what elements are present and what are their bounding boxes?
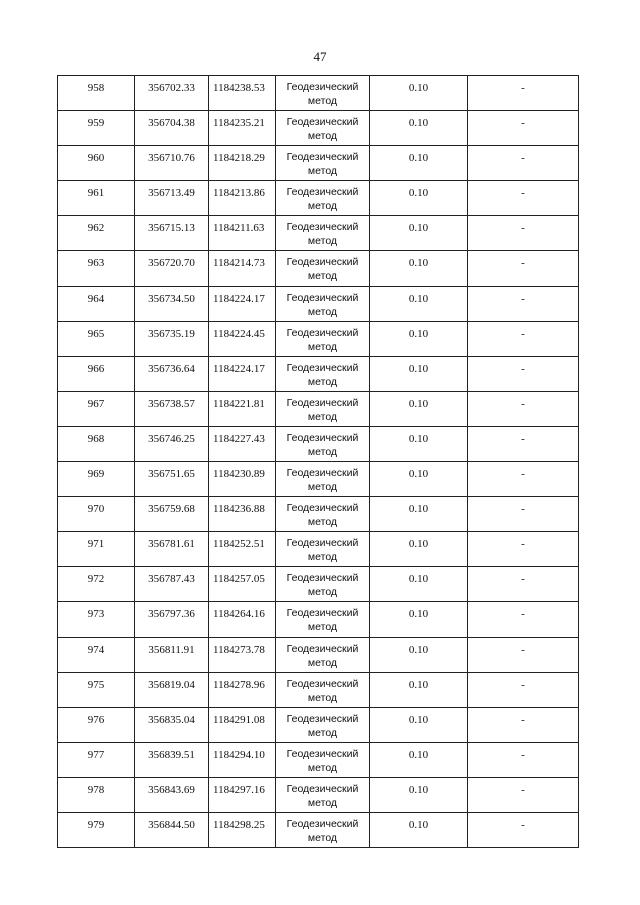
point-number-cell: 967 — [58, 391, 135, 426]
y-coordinate-cell: 1184298.25 — [209, 812, 276, 847]
point-number-cell: 963 — [58, 251, 135, 286]
table-row — [58, 356, 579, 391]
note-cell: - — [468, 462, 579, 497]
table-row — [58, 707, 579, 742]
accuracy-cell: 0.10 — [370, 391, 468, 426]
y-coordinate-cell: 1184224.17 — [209, 286, 276, 321]
method-cell: Геодезический метод — [276, 286, 370, 321]
accuracy-cell: 0.10 — [370, 672, 468, 707]
method-cell: Геодезический метод — [276, 76, 370, 111]
point-number-cell: 959 — [58, 111, 135, 146]
table-row — [58, 637, 579, 672]
method-cell: Геодезический метод — [276, 567, 370, 602]
method-cell: Геодезический метод — [276, 181, 370, 216]
method-cell: Геодезический метод — [276, 426, 370, 461]
x-coordinate-cell: 356844.50 — [135, 812, 209, 847]
x-coordinate-cell: 356738.57 — [135, 391, 209, 426]
x-coordinate-cell: 356710.76 — [135, 146, 209, 181]
table-row — [58, 111, 579, 146]
method-cell: Геодезический метод — [276, 251, 370, 286]
method-cell: Геодезический метод — [276, 111, 370, 146]
accuracy-cell: 0.10 — [370, 812, 468, 847]
table-row — [58, 321, 579, 356]
note-cell: - — [468, 672, 579, 707]
note-cell: - — [468, 216, 579, 251]
y-coordinate-cell: 1184297.16 — [209, 777, 276, 812]
point-number-cell: 968 — [58, 426, 135, 461]
y-coordinate-cell: 1184213.86 — [209, 181, 276, 216]
accuracy-cell: 0.10 — [370, 216, 468, 251]
point-number-cell: 962 — [58, 216, 135, 251]
note-cell: - — [468, 567, 579, 602]
y-coordinate-cell: 1184252.51 — [209, 532, 276, 567]
note-cell: - — [468, 426, 579, 461]
accuracy-cell: 0.10 — [370, 462, 468, 497]
method-cell: Геодезический метод — [276, 146, 370, 181]
x-coordinate-cell: 356787.43 — [135, 567, 209, 602]
method-cell: Геодезический метод — [276, 707, 370, 742]
method-cell: Геодезический метод — [276, 462, 370, 497]
note-cell: - — [468, 497, 579, 532]
x-coordinate-cell: 356702.33 — [135, 76, 209, 111]
accuracy-cell: 0.10 — [370, 286, 468, 321]
table-row — [58, 497, 579, 532]
method-cell: Геодезический метод — [276, 742, 370, 777]
accuracy-cell: 0.10 — [370, 111, 468, 146]
method-cell: Геодезический метод — [276, 321, 370, 356]
coordinates-table-body — [58, 76, 579, 848]
y-coordinate-cell: 1184294.10 — [209, 742, 276, 777]
note-cell: - — [468, 742, 579, 777]
accuracy-cell: 0.10 — [370, 497, 468, 532]
x-coordinate-cell: 356843.69 — [135, 777, 209, 812]
table-row — [58, 216, 579, 251]
note-cell: - — [468, 321, 579, 356]
table-row — [58, 426, 579, 461]
x-coordinate-cell: 356735.19 — [135, 321, 209, 356]
accuracy-cell: 0.10 — [370, 532, 468, 567]
point-number-cell: 971 — [58, 532, 135, 567]
method-cell: Геодезический метод — [276, 356, 370, 391]
table-row — [58, 602, 579, 637]
table-row — [58, 181, 579, 216]
table-row — [58, 76, 579, 111]
y-coordinate-cell: 1184230.89 — [209, 462, 276, 497]
table-row — [58, 391, 579, 426]
point-number-cell: 978 — [58, 777, 135, 812]
x-coordinate-cell: 356746.25 — [135, 426, 209, 461]
point-number-cell: 972 — [58, 567, 135, 602]
table-row — [58, 286, 579, 321]
accuracy-cell: 0.10 — [370, 426, 468, 461]
table-row — [58, 146, 579, 181]
x-coordinate-cell: 356811.91 — [135, 637, 209, 672]
point-number-cell: 975 — [58, 672, 135, 707]
accuracy-cell: 0.10 — [370, 707, 468, 742]
x-coordinate-cell: 356734.50 — [135, 286, 209, 321]
point-number-cell: 979 — [58, 812, 135, 847]
table-row — [58, 742, 579, 777]
point-number-cell: 958 — [58, 76, 135, 111]
x-coordinate-cell: 356797.36 — [135, 602, 209, 637]
accuracy-cell: 0.10 — [370, 356, 468, 391]
y-coordinate-cell: 1184214.73 — [209, 251, 276, 286]
note-cell: - — [468, 286, 579, 321]
note-cell: - — [468, 812, 579, 847]
point-number-cell: 976 — [58, 707, 135, 742]
table-row — [58, 251, 579, 286]
x-coordinate-cell: 356759.68 — [135, 497, 209, 532]
x-coordinate-cell: 356720.70 — [135, 251, 209, 286]
point-number-cell: 970 — [58, 497, 135, 532]
y-coordinate-cell: 1184224.17 — [209, 356, 276, 391]
point-number-cell: 965 — [58, 321, 135, 356]
y-coordinate-cell: 1184291.08 — [209, 707, 276, 742]
accuracy-cell: 0.10 — [370, 637, 468, 672]
note-cell: - — [468, 251, 579, 286]
method-cell: Геодезический метод — [276, 532, 370, 567]
x-coordinate-cell: 356839.51 — [135, 742, 209, 777]
accuracy-cell: 0.10 — [370, 321, 468, 356]
note-cell: - — [468, 391, 579, 426]
method-cell: Геодезический метод — [276, 777, 370, 812]
x-coordinate-cell: 356835.04 — [135, 707, 209, 742]
x-coordinate-cell: 356704.38 — [135, 111, 209, 146]
y-coordinate-cell: 1184235.21 — [209, 111, 276, 146]
point-number-cell: 966 — [58, 356, 135, 391]
method-cell: Геодезический метод — [276, 812, 370, 847]
x-coordinate-cell: 356713.49 — [135, 181, 209, 216]
accuracy-cell: 0.10 — [370, 181, 468, 216]
point-number-cell: 974 — [58, 637, 135, 672]
y-coordinate-cell: 1184227.43 — [209, 426, 276, 461]
x-coordinate-cell: 356736.64 — [135, 356, 209, 391]
y-coordinate-cell: 1184264.16 — [209, 602, 276, 637]
method-cell: Геодезический метод — [276, 602, 370, 637]
accuracy-cell: 0.10 — [370, 742, 468, 777]
note-cell: - — [468, 637, 579, 672]
point-number-cell: 973 — [58, 602, 135, 637]
method-cell: Геодезический метод — [276, 216, 370, 251]
note-cell: - — [468, 602, 579, 637]
accuracy-cell: 0.10 — [370, 602, 468, 637]
accuracy-cell: 0.10 — [370, 76, 468, 111]
y-coordinate-cell: 1184273.78 — [209, 637, 276, 672]
x-coordinate-cell: 356819.04 — [135, 672, 209, 707]
accuracy-cell: 0.10 — [370, 251, 468, 286]
y-coordinate-cell: 1184278.96 — [209, 672, 276, 707]
y-coordinate-cell: 1184221.81 — [209, 391, 276, 426]
x-coordinate-cell: 356781.61 — [135, 532, 209, 567]
method-cell: Геодезический метод — [276, 391, 370, 426]
note-cell: - — [468, 532, 579, 567]
x-coordinate-cell: 356715.13 — [135, 216, 209, 251]
page-number: 47 — [313, 49, 327, 64]
note-cell: - — [468, 777, 579, 812]
coordinates-table — [57, 75, 579, 848]
note-cell: - — [468, 111, 579, 146]
note-cell: - — [468, 146, 579, 181]
note-cell: - — [468, 356, 579, 391]
point-number-cell: 960 — [58, 146, 135, 181]
note-cell: - — [468, 76, 579, 111]
y-coordinate-cell: 1184238.53 — [209, 76, 276, 111]
y-coordinate-cell: 1184257.05 — [209, 567, 276, 602]
accuracy-cell: 0.10 — [370, 777, 468, 812]
point-number-cell: 964 — [58, 286, 135, 321]
note-cell: - — [468, 181, 579, 216]
method-cell: Геодезический метод — [276, 672, 370, 707]
point-number-cell: 961 — [58, 181, 135, 216]
note-cell: - — [468, 707, 579, 742]
method-cell: Геодезический метод — [276, 497, 370, 532]
table-row — [58, 532, 579, 567]
table-row — [58, 812, 579, 847]
table-row — [58, 567, 579, 602]
point-number-cell: 977 — [58, 742, 135, 777]
y-coordinate-cell: 1184218.29 — [209, 146, 276, 181]
accuracy-cell: 0.10 — [370, 146, 468, 181]
y-coordinate-cell: 1184211.63 — [209, 216, 276, 251]
y-coordinate-cell: 1184236.88 — [209, 497, 276, 532]
point-number-cell: 969 — [58, 462, 135, 497]
method-cell: Геодезический метод — [276, 637, 370, 672]
accuracy-cell: 0.10 — [370, 567, 468, 602]
x-coordinate-cell: 356751.65 — [135, 462, 209, 497]
table-row — [58, 672, 579, 707]
table-row — [58, 462, 579, 497]
y-coordinate-cell: 1184224.45 — [209, 321, 276, 356]
table-row — [58, 777, 579, 812]
